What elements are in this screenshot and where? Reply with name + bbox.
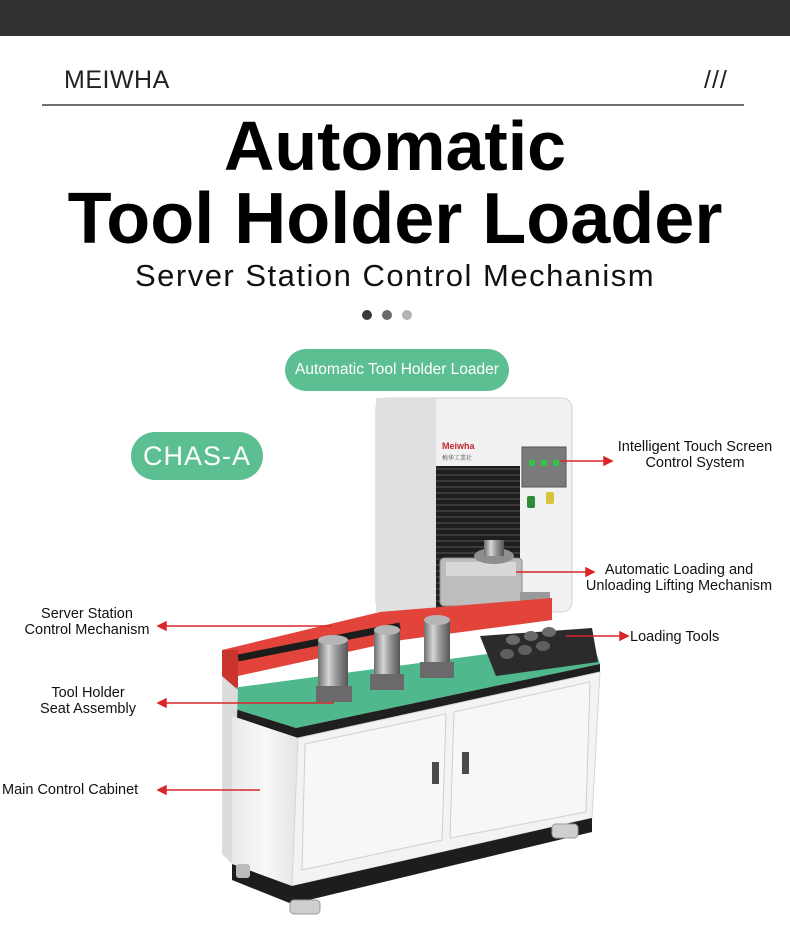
- machine-logo-sub: 梅华工業社: [442, 455, 473, 462]
- callout-lifting-line-2: Unloading Lifting Mechanism: [585, 578, 773, 594]
- callout-cabinet: Main Control Cabinet: [2, 782, 139, 798]
- callout-lifting-line-1: Automatic Loading and: [604, 562, 754, 578]
- callout-server-station: [12, 606, 162, 638]
- callout-server-station-line-2: Control Mechanism: [24, 622, 150, 638]
- callout-seat-assembly-line-2: Seat Assembly: [40, 701, 136, 717]
- callout-loading-tools: Loading Tools: [630, 629, 720, 645]
- callout-seat-assembly-line-1: Tool Holder: [51, 685, 125, 701]
- model-badge: CHAS-A: [131, 432, 263, 480]
- brand-name: MEIWHA: [64, 66, 170, 94]
- callout-seat-assembly: [26, 685, 150, 717]
- page-title-line-1: Automatic: [223, 107, 567, 185]
- callout-touch-screen-line-2: Control System: [645, 455, 745, 471]
- callout-server-station-line-1: Server Station: [41, 606, 133, 622]
- page-title-line-2: Tool Holder Loader: [67, 179, 723, 259]
- decorative-slashes: ///: [704, 66, 728, 94]
- callout-lifting: [574, 562, 784, 594]
- machine-logo: Meiwha: [442, 441, 475, 451]
- callout-touch-screen: [604, 439, 786, 471]
- callout-touch-screen-line-1: Intelligent Touch Screen: [617, 439, 773, 455]
- product-name-badge: Automatic Tool Holder Loader: [285, 349, 509, 391]
- page-subtitle: Server Station Control Mechanism: [134, 258, 656, 293]
